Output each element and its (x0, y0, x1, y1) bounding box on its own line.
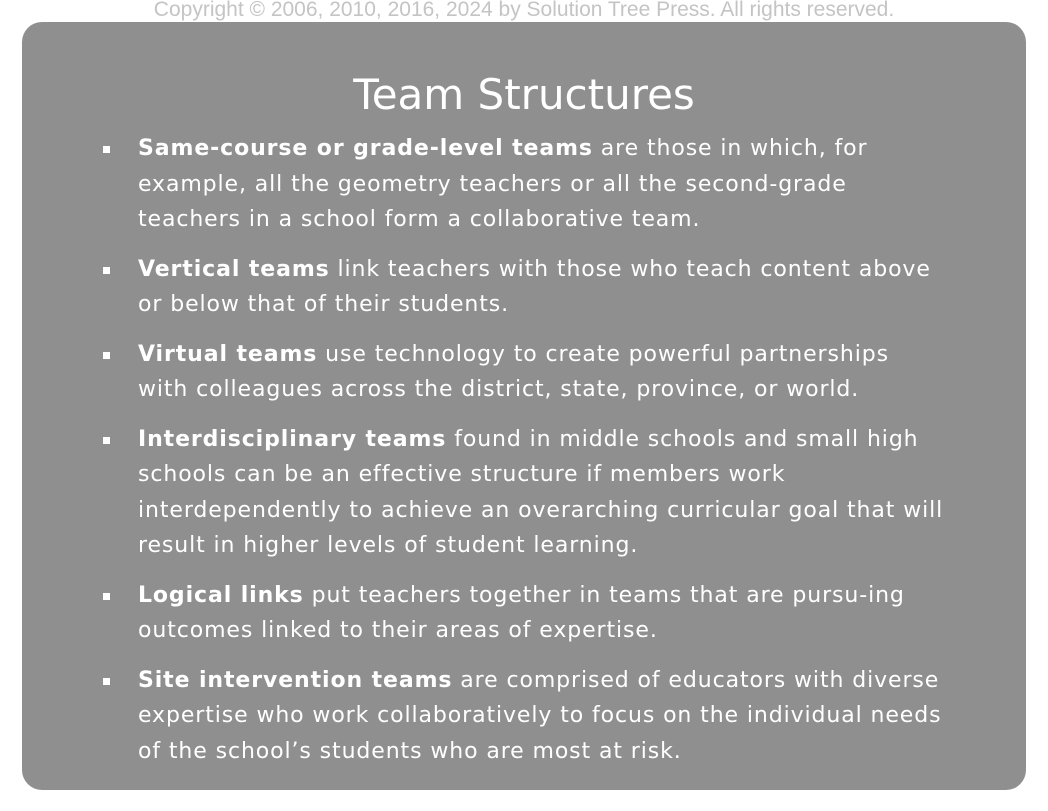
square-bullet-icon (103, 678, 110, 685)
square-bullet-icon (103, 146, 110, 153)
item-description: found in middle schools and small high schools can be an effective structure if members work interdependently to achieve an overarching curricular goal that will result in higher levels of student learning. (138, 426, 944, 558)
item-description: use technology to create powerful partnerships with colleagues across the district, state, province, or world. (138, 341, 889, 402)
list-item (22, 131, 1026, 238)
panel-title: Team Structures (353, 70, 695, 119)
item-description: link teachers with those who teach content above or below that of their students. (138, 256, 931, 317)
item-description: are those in which, for example, all the geometry teachers or all the second-grade teachers in a school form a collaborative team. (138, 136, 868, 232)
item-description: are comprised of educators with diverse expertise who work collaboratively to focus on the individual needs of the school’s students who are most at risk. (138, 667, 942, 764)
item-term: Vertical teams (138, 256, 330, 282)
copyright-notice: Copyright © 2006, 2010, 2016, 2024 by Solution Tree Press. All rights reserved. (153, 0, 895, 21)
list-item (22, 578, 1026, 649)
item-description: put teachers together in teams that are pursu-ing outcomes linked to their areas of expertise. (138, 582, 905, 643)
item-term: Same-course or grade-level teams (138, 136, 593, 161)
square-bullet-icon (103, 267, 110, 274)
item-term: Virtual teams (138, 341, 318, 367)
square-bullet-icon (103, 437, 110, 444)
team-structures-list (22, 131, 1026, 783)
square-bullet-icon (103, 593, 110, 600)
team-structures-panel (22, 22, 1026, 790)
list-item (22, 422, 1026, 564)
list-item (22, 337, 1026, 408)
square-bullet-icon (103, 352, 110, 359)
list-item (22, 663, 1026, 770)
item-term: Logical links (138, 582, 304, 608)
list-item (22, 252, 1026, 323)
item-term: Interdisciplinary teams (138, 426, 447, 452)
item-term: Site intervention teams (138, 667, 453, 693)
